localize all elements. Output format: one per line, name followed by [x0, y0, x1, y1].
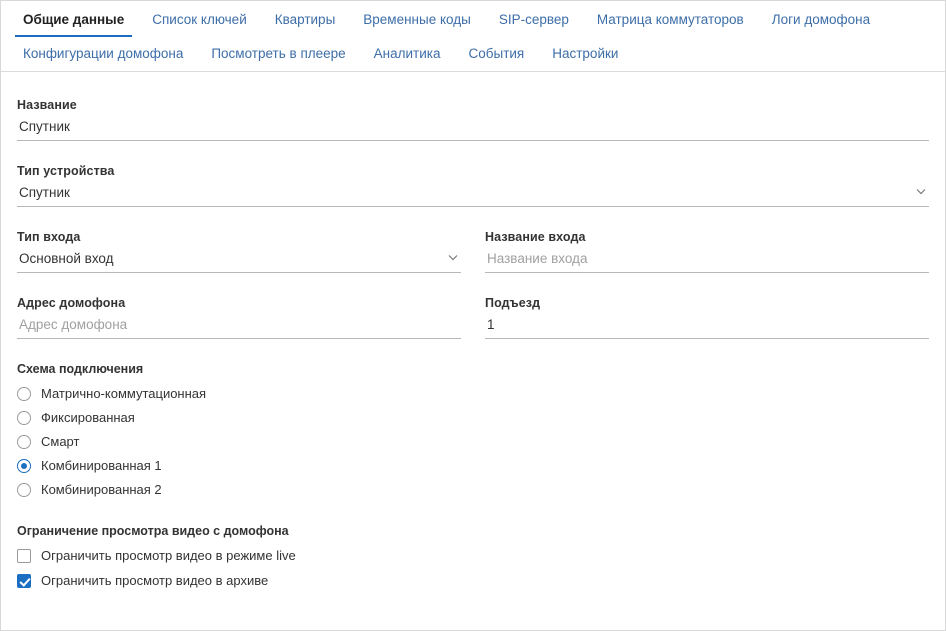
- checkbox-restrict-live[interactable]: [17, 544, 929, 567]
- field-intercom-address: [17, 296, 461, 339]
- radio-label: Смарт: [41, 434, 80, 449]
- radio-selected-icon: [17, 459, 31, 473]
- tab-row-secondary: [9, 37, 937, 71]
- connection-scheme-group: [17, 362, 929, 501]
- video-restrictions-group: [17, 524, 929, 592]
- radio-icon: [17, 387, 31, 401]
- radio-icon: [17, 435, 31, 449]
- tab-label: Посмотреть в плеере: [211, 46, 346, 61]
- intercom-address-label: Адрес домофона: [17, 296, 126, 310]
- porch-input[interactable]: 1: [485, 315, 929, 339]
- connection-scheme-radios: [17, 382, 929, 501]
- radio-smart[interactable]: [17, 430, 929, 453]
- entrance-type-value: Основной вход: [19, 251, 114, 266]
- radio-label: Фиксированная: [41, 410, 135, 425]
- tab-logi-domofona[interactable]: [758, 4, 884, 37]
- tab-konfiguracii-domofona[interactable]: [9, 38, 197, 71]
- device-type-label: Тип устройства: [17, 164, 115, 178]
- tab-label: Общие данные: [23, 12, 125, 27]
- radio-icon: [17, 483, 31, 497]
- tab-label: Квартиры: [274, 12, 336, 27]
- checkbox-restrict-archive[interactable]: [17, 569, 929, 592]
- tab-label: Настройки: [552, 46, 619, 61]
- tab-label: Список ключей: [152, 12, 247, 27]
- video-restrictions-checkboxes: [17, 544, 929, 592]
- field-device-type: [17, 164, 929, 207]
- checkbox-label: Ограничить просмотр видео в режиме live: [41, 548, 296, 563]
- row-address: [17, 296, 929, 339]
- chevron-down-icon: [915, 185, 927, 197]
- radio-matrichno-kommutacionnaya[interactable]: [17, 382, 929, 405]
- entrance-name-input[interactable]: Название входа: [485, 249, 929, 273]
- tab-matrica-kommutatorov[interactable]: [583, 4, 758, 37]
- tab-obschie-dannye[interactable]: [9, 4, 138, 37]
- tab-vremennye-kody[interactable]: [349, 4, 485, 37]
- tab-sobytiya[interactable]: [455, 38, 539, 71]
- field-porch: [485, 296, 929, 339]
- tab-label: Конфигурации домофона: [23, 46, 184, 61]
- entrance-type-label: Тип входа: [17, 230, 81, 244]
- radio-label: Комбинированная 1: [41, 458, 162, 473]
- tab-label: Аналитика: [373, 46, 441, 61]
- tab-row-primary: [9, 1, 937, 37]
- entrance-name-label: Название входа: [485, 230, 586, 244]
- radio-fiksirovannaya[interactable]: [17, 406, 929, 429]
- checkbox-icon: [17, 549, 31, 563]
- field-entrance-type: [17, 230, 461, 273]
- entrance-type-select[interactable]: [17, 249, 461, 273]
- name-input[interactable]: Спутник: [17, 117, 929, 141]
- tab-label: Матрица коммутаторов: [596, 12, 744, 27]
- tab-label: Логи домофона: [771, 12, 871, 27]
- radio-kombinirovannaya-2[interactable]: [17, 478, 929, 501]
- intercom-address-input[interactable]: Адрес домофона: [17, 315, 461, 339]
- field-name: [17, 98, 929, 141]
- radio-kombinirovannaya-1[interactable]: [17, 454, 929, 477]
- porch-label: Подъезд: [485, 296, 541, 310]
- name-label: Название: [17, 98, 77, 112]
- tab-spisok-kluchey[interactable]: [138, 4, 261, 37]
- connection-scheme-label: Схема подключения: [17, 362, 144, 376]
- row-entrance: [17, 230, 929, 273]
- tab-label: SIP-сервер: [498, 12, 569, 27]
- device-type-value: Спутник: [19, 185, 70, 200]
- radio-label: Матрично-коммутационная: [41, 386, 207, 401]
- tab-label: Временные коды: [363, 12, 471, 27]
- tab-bar: [1, 1, 945, 72]
- checkbox-checked-icon: [17, 574, 31, 588]
- tab-sip-server[interactable]: [485, 4, 583, 37]
- general-data-form: [1, 72, 945, 592]
- tab-nastroyki[interactable]: [538, 38, 632, 71]
- tab-analitika[interactable]: [360, 38, 455, 71]
- radio-label: Комбинированная 2: [41, 482, 162, 497]
- chevron-down-icon: [447, 251, 459, 263]
- tab-label: События: [468, 46, 525, 61]
- tab-posmotret-v-pleere[interactable]: [197, 38, 359, 71]
- device-type-select[interactable]: [17, 183, 929, 207]
- radio-icon: [17, 411, 31, 425]
- tab-kvartiry[interactable]: [261, 4, 350, 37]
- field-entrance-name: [485, 230, 929, 273]
- video-restrictions-label: Ограничение просмотра видео с домофона: [17, 524, 289, 538]
- checkbox-label: Ограничить просмотр видео в архиве: [41, 573, 269, 588]
